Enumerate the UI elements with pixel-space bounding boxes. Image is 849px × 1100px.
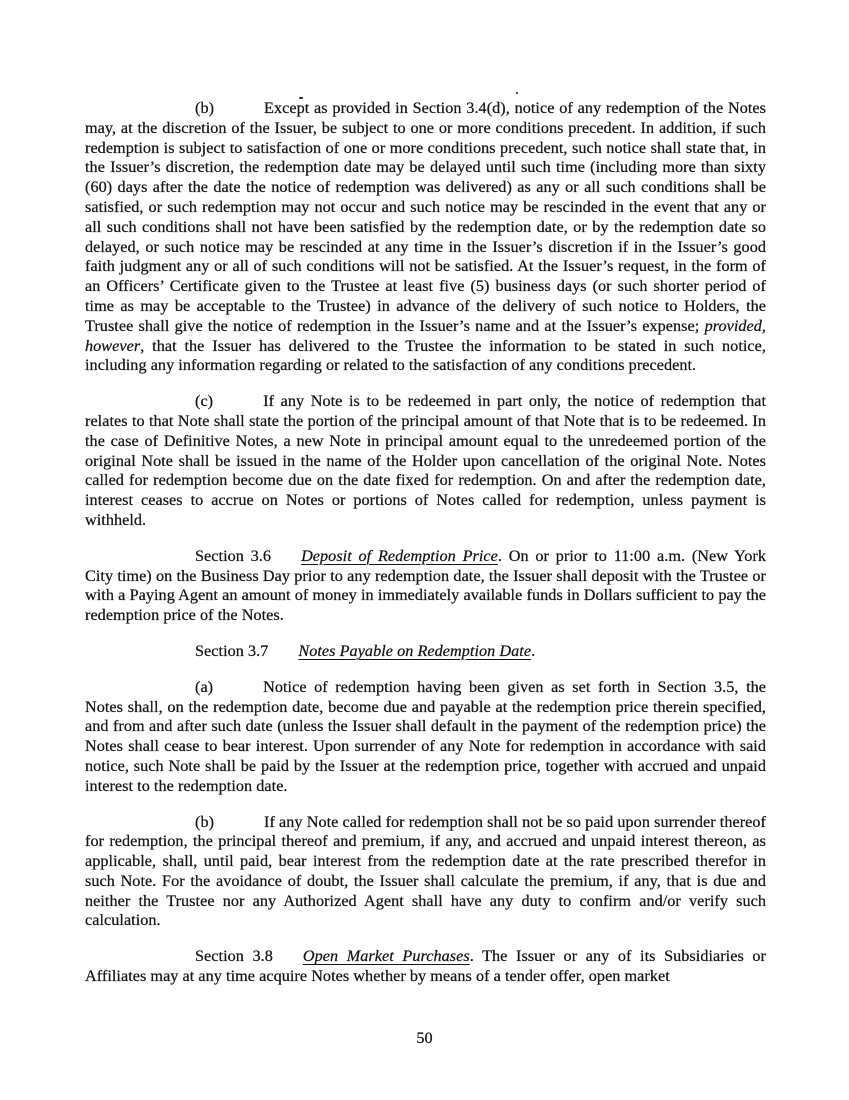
paragraph-section-3-8 [85, 947, 766, 987]
paragraph-text: If any Note is to be redeemed in part only, the notice of redemption that relates to that Note shall state the portion of the principal amount of that Note that is to be redeemed. In the case of Definitive Notes, a new Note in principal amount equal to the unredeemed portion of the original Note shall be issued in the name of the Holder upon cancellation of the original Note. Notes called for redemption become due on the date fixed for redemption. On and after the redemption date, interest ceases to accrue on Notes or portions of Notes called for redemption, unless payment is withheld. [85, 392, 766, 529]
paragraph-text: , that the Issuer has delivered to the Trustee the information to be stated in such notice, including any information regarding or related to the satisfaction of any conditions precedent. [85, 336, 766, 375]
paragraph-label: (b) [195, 812, 215, 831]
section-number: Section 3.7 [195, 641, 269, 660]
section-number: Section 3.8 [195, 947, 273, 966]
paragraph-text: . [531, 641, 536, 660]
section-title: Open Market Purchases [302, 947, 470, 966]
paragraph-section-3-6 [85, 547, 766, 626]
paragraph-3-5-c [85, 392, 766, 531]
section-number: Section 3.6 [195, 546, 272, 565]
italic-phrase: provided, however [85, 316, 766, 355]
document-body [85, 99, 766, 987]
paragraph-3-7-b [85, 813, 766, 932]
paragraph-label: (a) [195, 677, 214, 696]
section-title: Notes Payable on Redemption Date [298, 641, 532, 660]
page-number: 50 [416, 1029, 433, 1047]
paragraph-text: Except as provided in Section 3.4(d), notice of any redemption of the Notes may, at the discretion of the Issuer, be subject to one or more conditions precedent. In addition, if such redemption is subject to satisfaction of one or more conditions precedent, such notice shall state that, in the Issuer’s discretion, the redemption date may be delayed until such time (including more than sixty (60) days after the date the notice of redemption was delivered) as any or all such conditions shall be satisfied, or such redemption may not occur and such notice may be rescinded in the event that any or all such conditions shall not have been satisfied by the redemption date, or by the redemption date so delayed, or such notice may be rescinded at any time in the Issuer’s discretion if in the Issuer’s good faith judgment any or all of such conditions will not be satisfied. At the Issuer’s request, in the form of an Officers’ Certificate given to the Trustee at least five (5) business days (or such shorter period of time as may be acceptable to the Trustee) in advance of the delivery of such notice to Holders, the Trustee shall give the notice of redemption in the Issuer’s name and at the Issuer’s expense; [85, 99, 766, 335]
section-title: Deposit of Redemption Price [301, 546, 498, 565]
paragraph-section-3-7-heading [85, 642, 766, 662]
paragraph-3-7-a [85, 678, 766, 797]
paragraph-text: . The Issuer or any of its Subsidiaries or Affiliates may at any time acquire Notes whether by means of a tender offer, open market [85, 947, 766, 986]
paragraph-text: If any Note called for redemption shall not be so paid upon surrender thereof for redemption, the principal thereof and premium, if any, and accrued and unpaid interest thereon, as applicable, shall, until paid, bear interest from the redemption date at the rate prescribed therefor in such Note. For the avoidance of doubt, the Issuer shall calculate the premium, if any, that is due and neither the Trustee nor any Authorized Agent shall have any duty to confirm and/or verify such calculation. [85, 812, 766, 930]
scan-artifact-dot [516, 92, 518, 94]
paragraph-text: Notice of redemption having been given as set forth in Section 3.5, the Notes shall, on the redemption date, become due and payable at the redemption price therein specified, and from and after such date (unless the Issuer shall default in the payment of the redemption price) the Notes shall cease to bear interest. Upon surrender of any Note for redemption in accordance with said notice, such Note shall be paid by the Issuer at the redemption price, together with accrued and unpaid interest to the redemption date. [85, 677, 766, 795]
paragraph-label: (b) [195, 99, 215, 117]
paragraph-label: (c) [195, 392, 214, 411]
paragraph-3-5-b [85, 99, 766, 376]
paragraph-text: . On or prior to 11:00 a.m. (New York City time) on the Business Day prior to any redemption date, the Issuer shall deposit with the Trustee or with a Paying Agent an amount of money in immediately available funds in Dollars sufficient to pay the redemption price of the Notes. [85, 546, 766, 625]
